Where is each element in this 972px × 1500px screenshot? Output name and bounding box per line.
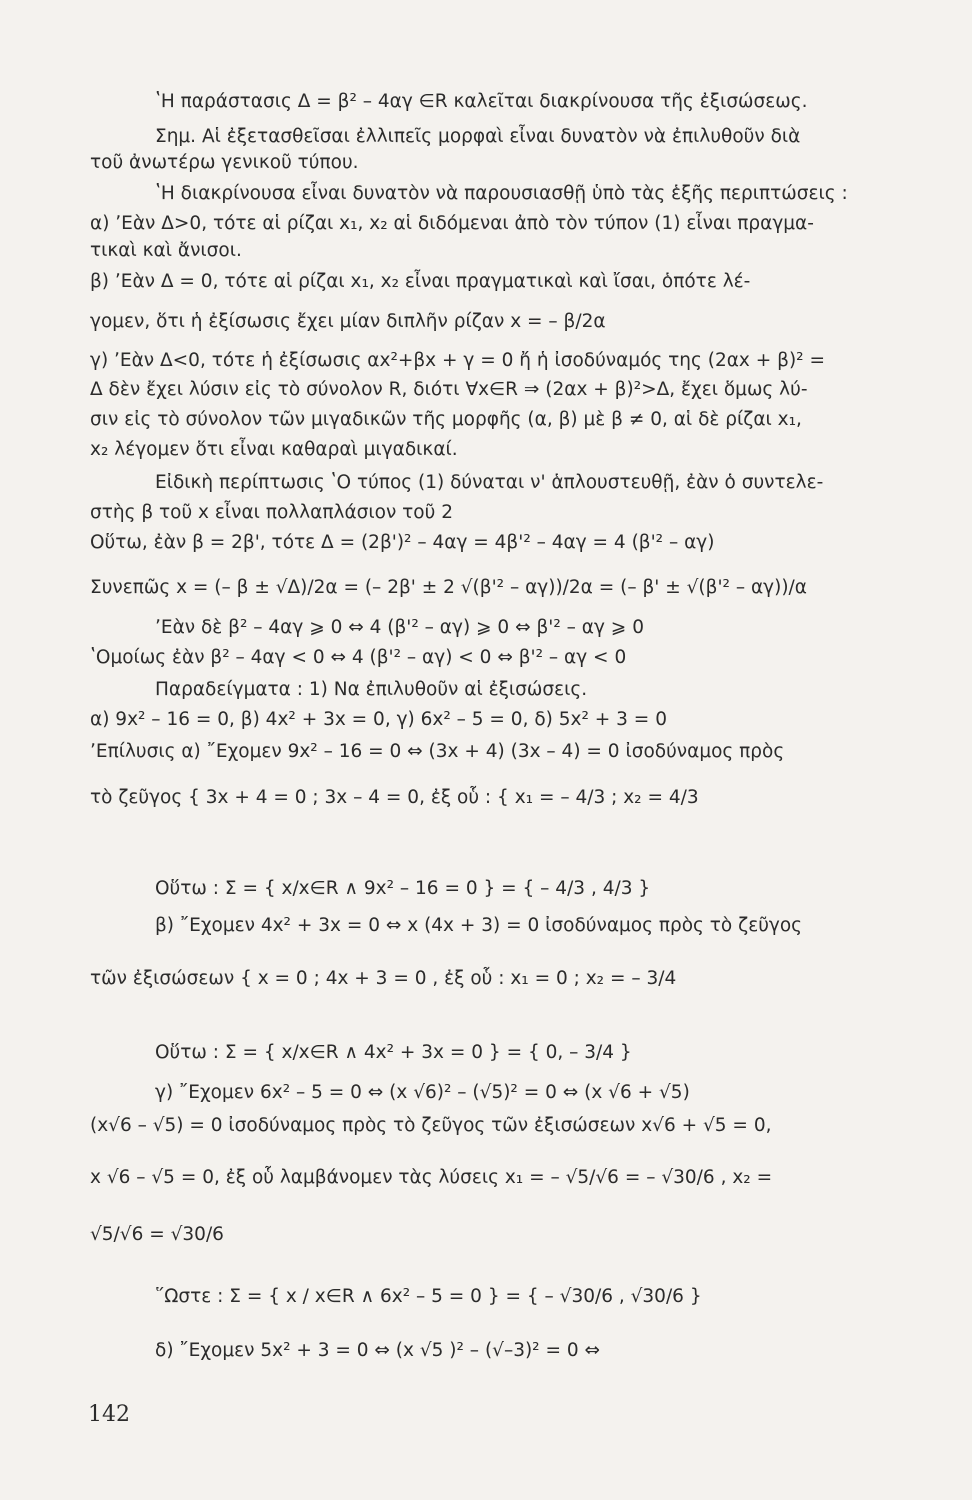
text-line: ʼΕπίλυσις α) ῎Εχομεν 9x² – 16 = 0 ⇔ (3x + 4) (3x – 4) = 0 ἰσοδύναμος πρὸς (90, 741, 785, 762)
text-line: ʽΗ παράστασις Δ = β² – 4αγ ∈R καλεῖται διακρίνουσα τῆς ἐξισώσεως. (155, 91, 808, 112)
text-line: β) ʼΕὰν Δ = 0, τότε αἱ ρίζαι x₁, x₂ εἶναι πραγματικαὶ καὶ ἴσαι, ὁπότε λέ- (90, 271, 751, 292)
text-line: α) ʼΕὰν Δ>0, τότε αἱ ρίζαι x₁, x₂ αἱ διδόμεναι ἀπὸ τὸν τύπον (1) εἶναι πραγμα- (90, 213, 814, 234)
text-line: τὸ ζεῦγος { 3x + 4 = 0 ; 3x – 4 = 0, ἐξ οὗ : { x₁ = – 4/3 ; x₂ = 4/3 (90, 787, 699, 808)
text-line: Δ δὲν ἔχει λύσιν εἰς τὸ σύνολον R, διότι ∀x∈R ⇒ (2αx + β)²>Δ, ἔχει ὅμως λύ- (90, 379, 808, 400)
text-line: γ) ῎Εχομεν 6x² – 5 = 0 ⇔ (x √6)² – (√5)² = 0 ⇔ (x √6 + √5) (155, 1082, 690, 1103)
text-line: x √6 – √5 = 0, ἐξ οὗ λαμβάνομεν τὰς λύσεις x₁ = – √5/√6 = – √30/6 , x₂ = (90, 1167, 773, 1188)
text-line: δ) ῎Εχομεν 5x² + 3 = 0 ⇔ (x √5 )² – (√–3)² = 0 ⇔ (155, 1340, 601, 1361)
text-line: γομεν, ὅτι ἡ ἐξίσωσις ἔχει μίαν διπλῆν ρίζαν x = – β/2α (90, 311, 606, 332)
text-line: τικαὶ καὶ ἄνισοι. (90, 240, 242, 261)
text-line: β) ῎Εχομεν 4x² + 3x = 0 ⇔ x (4x + 3) = 0 ἰσοδύναμος πρὸς τὸ ζεῦγος (155, 915, 803, 936)
text-line: σιν εἰς τὸ σύνολον τῶν μιγαδικῶν τῆς μορφῆς (α, β) μὲ β ≠ 0, αἱ δὲ ρίζαι x₁, (90, 409, 802, 430)
text-line: Εἰδικὴ περίπτωσις ʽΟ τύπος (1) δύναται ν' ἁπλουστευθῇ, ἐὰν ὁ συντελε- (155, 472, 824, 493)
text-line: √5/√6 = √30/6 (90, 1224, 224, 1245)
text-line: ʽΟμοίως ἐὰν β² – 4αγ < 0 ⇔ 4 (β'² – αγ) < 0 ⇔ β'² – αγ < 0 (90, 647, 627, 668)
text-line: ʽΗ διακρίνουσα εἶναι δυνατὸν νὰ παρουσιασθῇ ὑπὸ τὰς ἑξῆς περιπτώσεις : (155, 183, 848, 204)
page-number: 142 (88, 1402, 130, 1427)
text-line: τοῦ ἀνωτέρω γενικοῦ τύπου. (90, 152, 359, 173)
text-line: γ) ʼΕὰν Δ<0, τότε ἡ ἐξίσωσις αx²+βx + γ = 0 ἤ ἡ ἰσοδύναμός της (2αx + β)² = (90, 350, 825, 371)
text-line: Παραδείγματα : 1) Να ἐπιλυθοῦν αἱ ἐξισώσεις. (155, 679, 588, 700)
text-line: (x√6 – √5) = 0 ἰσοδύναμος πρὸς τὸ ζεῦγος τῶν ἐξισώσεων x√6 + √5 = 0, (90, 1115, 772, 1136)
text-line: Συνεπῶς x = (– β ± √Δ)/2α = (– 2β' ± 2 √(β'² – αγ))/2α = (– β' ± √(β'² – αγ))/α (90, 577, 807, 598)
text-line: ʼΕὰν δὲ β² – 4αγ ⩾ 0 ⇔ 4 (β'² – αγ) ⩾ 0 ⇔ β'² – αγ ⩾ 0 (155, 617, 644, 638)
text-line: Οὕτω : Σ = { x/x∈R ∧ 9x² – 16 = 0 } = { – 4/3 , 4/3 } (155, 878, 651, 899)
text-line: x₂ λέγομεν ὅτι εἶναι καθαραὶ μιγαδικαί. (90, 439, 458, 460)
text-line: τῶν ἐξισώσεων { x = 0 ; 4x + 3 = 0 , ἐξ οὗ : x₁ = 0 ; x₂ = – 3/4 (90, 968, 677, 989)
text-line: Οὕτω : Σ = { x/x∈R ∧ 4x² + 3x = 0 } = { 0, – 3/4 } (155, 1042, 632, 1063)
text-line: ῞Ωστε : Σ = { x / x∈R ∧ 6x² – 5 = 0 } = { – √30/6 , √30/6 } (155, 1286, 702, 1307)
text-line: α) 9x² – 16 = 0, β) 4x² + 3x = 0, γ) 6x² – 5 = 0, δ) 5x² + 3 = 0 (90, 709, 667, 730)
text-line: Οὕτω, ἐὰν β = 2β', τότε Δ = (2β')² – 4αγ = 4β'² – 4αγ = 4 (β'² – αγ) (90, 532, 715, 553)
text-line: στὴς β τοῦ x εἶναι πολλαπλάσιον τοῦ 2 (90, 502, 453, 523)
text-line: Σημ. Αἱ ἐξετασθεῖσαι ἐλλιπεῖς μορφαὶ εἶναι δυνατὸν νὰ ἐπιλυθοῦν διὰ (155, 126, 801, 147)
